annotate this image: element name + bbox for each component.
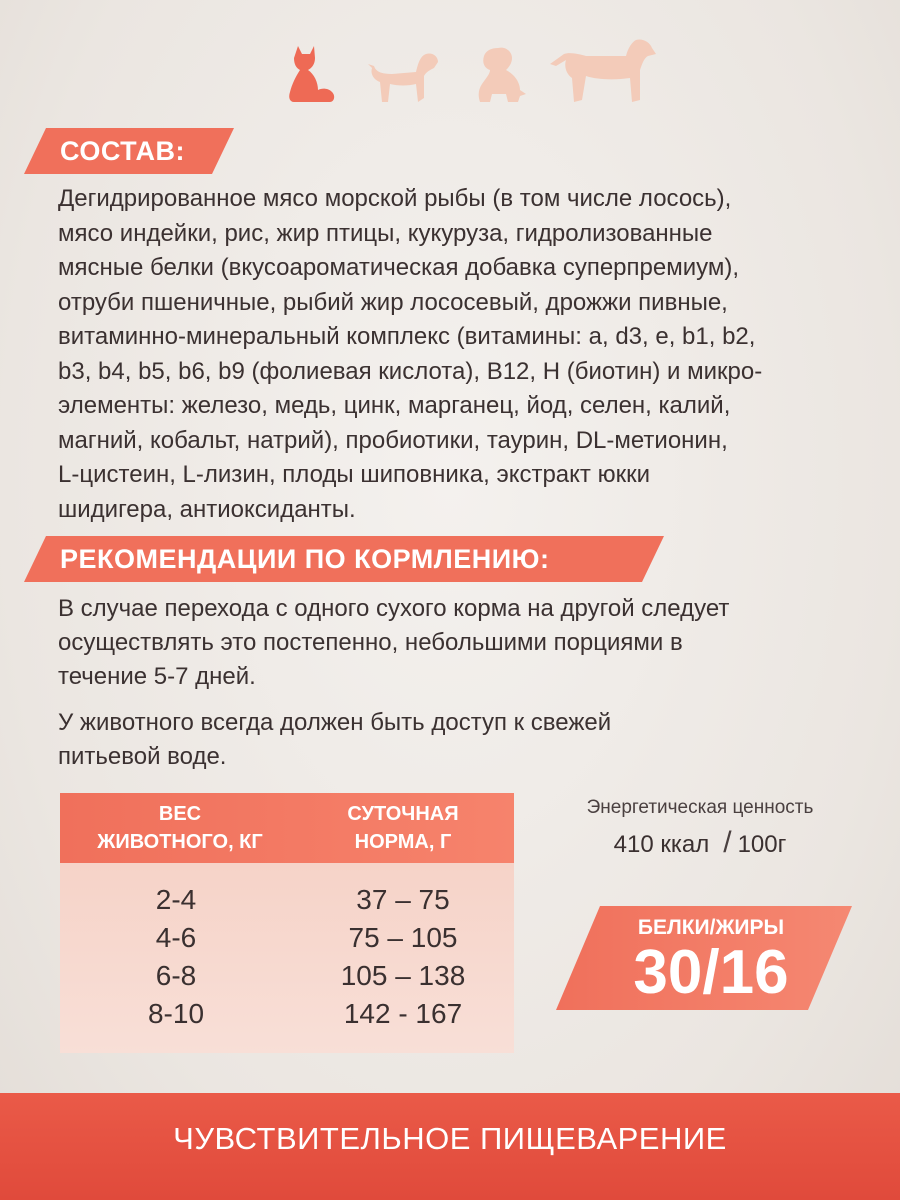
text-line: течение 5-7 дней. [58, 663, 256, 690]
small-dog-icon [366, 50, 444, 104]
header-line: НОРМА, Г [354, 831, 452, 853]
protein-fat-value: 30/16 [633, 938, 789, 1007]
table-cell: 8-10 [147, 998, 205, 1029]
feeding-table [60, 793, 514, 1053]
table-cell: 105 – 138 [340, 960, 466, 991]
text-line: отруби пшеничные, рыбий жир лососевый, дрожжи пивные, [58, 288, 728, 316]
text-line: питьевой воде. [58, 743, 227, 770]
text-line: элементы: железо, медь, цинк, марганец, йод, селен, калий, [58, 392, 731, 419]
weight-column [96, 881, 256, 1033]
text-line: b3, b4, b5, b6, b9 (фолиевая кислота), B12, H (биотин) и микро- [58, 357, 763, 385]
header-weight [70, 800, 290, 856]
energy-slash: / [723, 826, 732, 859]
norm-column [318, 881, 488, 1033]
header-line: СУТОЧНАЯ [347, 803, 459, 825]
composition-text [58, 182, 868, 527]
energy-per: 100г [737, 831, 787, 858]
text-line: мясо индейки, рис, жир птицы, кукуруза, гидролизованные [58, 219, 713, 247]
table-cell: 37 – 75 [356, 884, 450, 915]
protein-fat-label: БЕЛКИ/ЖИРЫ [637, 916, 785, 939]
text-line: шидигера, антиоксиданты. [58, 495, 356, 523]
header-line: ВЕС [158, 803, 202, 825]
feeding-paragraph-2 [58, 706, 868, 774]
energy-kcal: 410 ккал [613, 831, 710, 858]
footer-band [0, 1093, 900, 1200]
feeding-title: РЕКОМЕНДАЦИИ ПО КОРМЛЕНИЮ: [60, 544, 550, 574]
animal-icons [280, 38, 660, 104]
header-line: ЖИВОТНОГО, КГ [97, 831, 263, 853]
text-line: осуществлять это постепенно, небольшими порциями в [58, 629, 683, 656]
composition-banner [24, 128, 234, 174]
text-line: У животного всегда должен быть доступ к свежей [58, 709, 612, 736]
text-line: витаминно-минеральный комплекс (витамины: a, d3, e, b1, b2, [58, 323, 756, 350]
table-cell: 4-6 [155, 922, 197, 953]
composition-title: СОСТАВ: [60, 136, 185, 166]
table-cell: 2-4 [155, 884, 197, 915]
energy-label: Энергетическая ценность [586, 797, 814, 818]
cat-icon [284, 42, 340, 104]
table-cell: 142 - 167 [343, 998, 463, 1029]
footer-text: ЧУВСТВИТЕЛЬНОЕ ПИЩЕВАРЕНИЕ [173, 1121, 727, 1156]
table-cell: 6-8 [155, 960, 197, 991]
text-line: L-цистеин, L-лизин, плоды шиповника, экстракт юкки [58, 461, 650, 488]
feeding-paragraph-1 [58, 592, 868, 694]
text-line: мясные белки (вкусоароматическая добавка суперпремиум), [58, 254, 739, 281]
feeding-banner [24, 536, 664, 582]
text-line: магний, кобальт, натрий), пробиотики, таурин, DL-метионин, [58, 426, 728, 454]
text-line: В случае перехода с одного сухого корма на другой следует [58, 595, 730, 622]
puppy-icon [468, 46, 530, 104]
energy-amount [555, 826, 845, 862]
protein-fat-badge [556, 906, 852, 1010]
energy-value [555, 796, 845, 862]
header-daily-norm [298, 800, 508, 856]
large-dog-icon [546, 38, 658, 104]
text-line: Дегидрированное мясо морской рыбы (в том числе лосось), [58, 185, 732, 212]
table-cell: 75 – 105 [348, 922, 458, 953]
